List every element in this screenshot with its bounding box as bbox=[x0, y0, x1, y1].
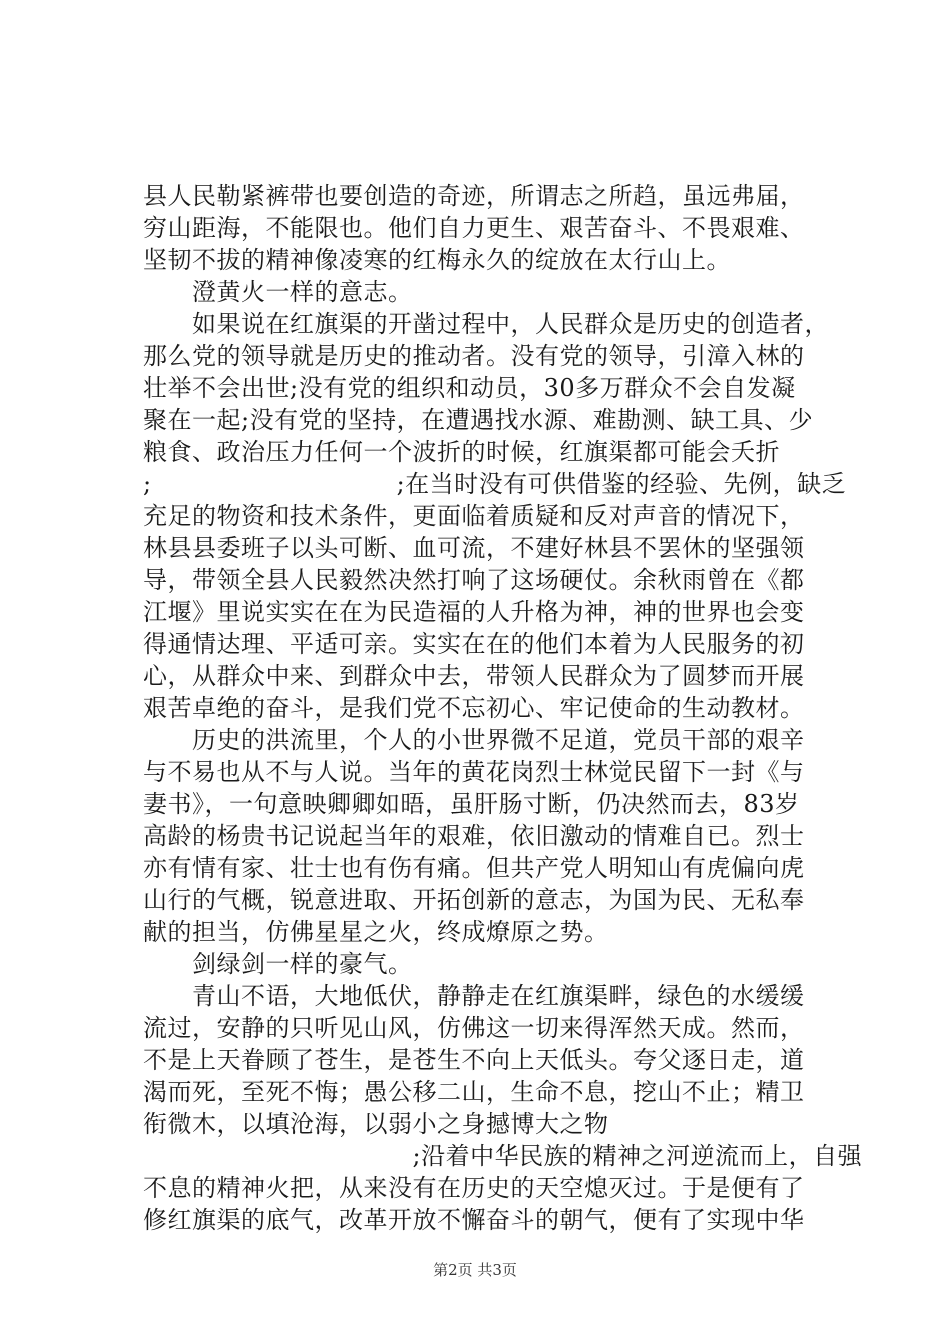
document-body bbox=[143, 180, 863, 1236]
text-line: 衔微木，以填沧海，以弱小之身撼博大之物 bbox=[143, 1110, 609, 1138]
text-line: 妻书》，一句意映卿卿如晤，虽肝肠寸断，仍决然而去，83岁 bbox=[143, 790, 800, 818]
text-line: 献的担当，仿佛星星之火，终成燎原之势。 bbox=[143, 918, 609, 946]
text-line: 流过，安静的只听见山风，仿佛这一切来得浑然天成。然而， bbox=[143, 1014, 805, 1042]
section-heading: 剑绿剑一样的豪气。 bbox=[143, 950, 413, 978]
text-line: ; ;在当时没有可供借鉴的经验、先例，缺乏 bbox=[143, 470, 847, 498]
text-line: 江堰》里说实实在在为民造福的人升格为神，神的世界也会变 bbox=[143, 598, 805, 626]
text-line: 林县县委班子以头可断、血可流，不建好林县不罢休的坚强领 bbox=[143, 534, 805, 562]
text-line: 艰苦卓绝的奋斗，是我们党不忘初心、牢记使命的生动教材。 bbox=[143, 694, 805, 722]
text-line: 得通情达理、平适可亲。实实在在的他们本着为人民服务的初 bbox=[143, 630, 805, 658]
text-line: 历史的洪流里，个人的小世界微不足道，党员干部的艰辛 bbox=[143, 726, 805, 754]
text-line: ;沿着中华民族的精神之河逆流而上，自强 bbox=[143, 1142, 863, 1170]
text-line: 高龄的杨贵书记说起当年的艰难，依旧激动的情难自已。烈士 bbox=[143, 822, 805, 850]
text-line: 聚在一起;没有党的坚持，在遭遇找水源、难勘测、缺工具、少 bbox=[143, 406, 814, 434]
text-line: 与不易也从不与人说。当年的黄花岗烈士林觉民留下一封《与 bbox=[143, 758, 805, 786]
text-line: 青山不语，大地低伏，静静走在红旗渠畔，绿色的水缓缓 bbox=[143, 982, 805, 1010]
text-line: 不是上天眷顾了苍生，是苍生不向上天低头。夸父逐日走，道 bbox=[143, 1046, 805, 1074]
text-line: 壮举不会出世;没有党的组织和动员，30多万群众不会自发凝 bbox=[143, 374, 796, 402]
text-line: 如果说在红旗渠的开凿过程中，人民群众是历史的创造者， bbox=[143, 310, 829, 338]
text-line: 穷山距海，不能限也。他们自力更生、艰苦奋斗、不畏艰难、 bbox=[143, 214, 805, 242]
text-line: 导，带领全县人民毅然决然打响了这场硬仗。余秋雨曾在《都 bbox=[143, 566, 805, 594]
page-footer: 第2页 共3页 bbox=[433, 1261, 517, 1279]
text-line: 山行的气概，锐意进取、开拓创新的意志，为国为民、无私奉 bbox=[143, 886, 805, 914]
text-line: 亦有情有家、壮士也有伤有痛。但共产党人明知山有虎偏向虎 bbox=[143, 854, 805, 882]
text-line: 粮食、政治压力任何一个波折的时候，红旗渠都可能会夭折 bbox=[143, 438, 780, 466]
text-line: 不息的精神火把，从来没有在历史的天空熄灭过。于是便有了 bbox=[143, 1174, 805, 1202]
text-line: 修红旗渠的底气，改革开放不懈奋斗的朝气，便有了实现中华 bbox=[143, 1206, 805, 1234]
text-line: 县人民勒紧裤带也要创造的奇迹，所谓志之所趋，虽远弗届， bbox=[143, 182, 805, 210]
section-heading: 澄黄火一样的意志。 bbox=[143, 278, 413, 306]
text-line: 那么党的领导就是历史的推动者。没有党的领导，引漳入林的 bbox=[143, 342, 805, 370]
text-line: 渴而死，至死不悔；愚公移二山，生命不息，挖山不止；精卫 bbox=[143, 1078, 805, 1106]
text-line: 心，从群众中来、到群众中去，带领人民群众为了圆梦而开展 bbox=[143, 662, 805, 690]
text-line: 充足的物资和技术条件，更面临着质疑和反对声音的情况下， bbox=[143, 502, 805, 530]
text-line: 坚韧不拔的精神像凌寒的红梅永久的绽放在太行山上。 bbox=[143, 246, 731, 274]
